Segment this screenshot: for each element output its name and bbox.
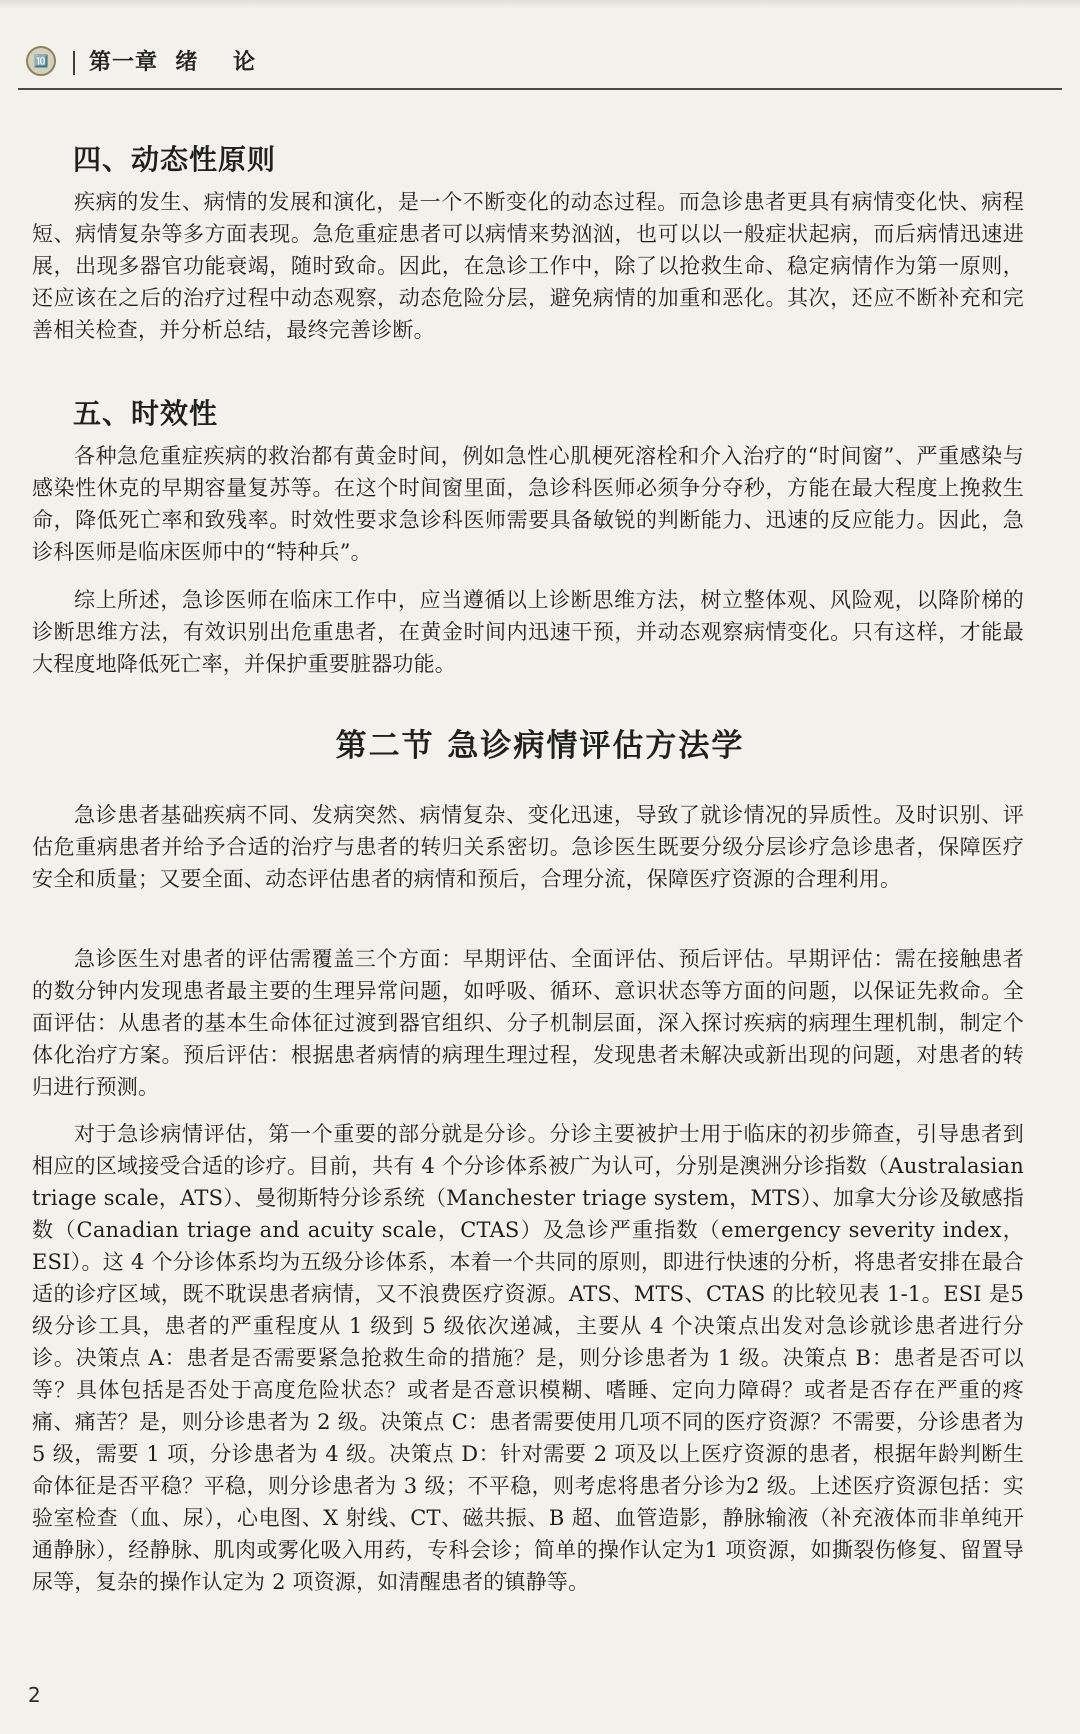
paragraph-timeliness-1: 各种急危重症疾病的救治都有黄金时间，例如急性心肌梗死溶栓和介入治疗的“时间窗”、严重感染与感染性休克的早期容量复苏等。在这个时间窗里面，急诊科医师必须争分夺秒，方能在最大程度上挽救生命，降低死亡率和致残率。时效性要求急诊科医师需要具备敏锐的判断能力、迅速的反应能力。因此，急诊科医师是临床医师中的“特种兵”。 (32, 444, 1024, 564)
chapter-title: 第一章 绪 论 (89, 50, 256, 75)
paragraph-timeliness-2: 综上所述，急诊医师在临床工作中，应当遵循以上诊断思维方法，树立整体观、风险观，以降阶梯的诊断思维方法，有效识别出危重患者，在黄金时间内迅速干预，并动态观察病情变化。只有这样，才能最大程度地降低死亡率，并保护重要脏器功能。 (32, 588, 1024, 676)
section-heading-timeliness: 五、时效性 (73, 397, 219, 430)
paragraph-dynamic-principle: 疾病的发生、病情的发展和演化，是一个不断变化的动态过程。而急诊患者更具有病情变化快、病程短、病情复杂等多方面表现。急危重症患者可以病情来势汹汹，也可以以一般症状起病，而后病情迅速进展，出现多器官功能衰竭，随时致命。因此，在急诊工作中，除了以抢救生命、稳定病情作为第一原则，还应该在之后的治疗过程中动态观察，动态危险分层，避免病情的加重和恶化。其次，还应不断补充和完善相关检查，并分析总结，最终完善诊断。 (32, 190, 1024, 342)
section-heading-dynamic-principle: 四、动态性原则 (73, 143, 277, 176)
header-divider (73, 51, 75, 75)
section-title-second-section: 第二节 急诊病情评估方法学 (335, 728, 745, 764)
paragraph-triage: 对于急诊病情评估，第一个重要的部分就是分诊。分诊主要被护士用于临床的初步筛查，引导患者到相应的区域接受合适的诊疗。目前，共有 4 个分诊体系被广为认可，分别是澳洲分诊指数（Australasian triage scale，ATS）、曼彻斯特分诊系统（Manchester triage system，MTS）、加拿大分诊及敏感指数（Canadian triage and acuity scale，CTAS）及急诊严重指数（emergency severity index，ESI）。这 4 个分诊体系均为五级分诊体系，本着一个共同的原则，即进行快速的分析，将患者安排在最合适的诊疗区域，既不耽误患者病情，又不浪费医疗资源。ATS、MTS、CTAS 的比较见表 1-1。ESI 是5 级分诊工具，患者的严重程度从 1 级到 5 级依次递减，主要从 4 个决策点出发对急诊就诊患者进行分诊。决策点 A：患者是否需要紧急抢救生命的措施？是，则分诊患者为 1 级。决策点 B：患者是否可以等？具体包括是否处于高度危险状态？或者是否意识模糊、嗜睡、定向力障碍？或者是否存在严重的疼痛、痛苦？是，则分诊患者为 2 级。决策点 C：患者需要使用几项不同的医疗资源？不需要，分诊患者为 5 级，需要 1 项，分诊患者为 4 级。决策点 D：针对需要 2 项及以上医疗资源的患者，根据年龄判断生命体征是否平稳？平稳，则分诊患者为 3 级；不平稳，则考虑将患者分诊为2 级。上述医疗资源包括：实验室检查（血、尿），心电图、X 射线、CT、磁共振、B 超、血管造影，静脉输液（补充液体而非单纯开通静脉），经静脉、肌肉或雾化吸入用药，专科会诊；简单的操作认定为1 项资源，如撕裂伤修复、留置导尿等，复杂的操作认定为 2 项资源，如清醒患者的镇静等。 (32, 1122, 1024, 1594)
page-number: 2 (28, 1683, 41, 1707)
paragraph-assessment-intro: 急诊患者基础疾病不同、发病突然、病情复杂、变化迅速，导致了就诊情况的异质性。及时识别、评估危重病患者并给予合适的治疗与患者的转归关系密切。急诊医生既要分级分层诊疗急诊患者，保障医疗安全和质量；又要全面、动态评估患者的病情和预后，合理分流，保障医疗资源的合理利用。 (32, 803, 1024, 891)
page-header (18, 40, 1062, 90)
chapter-badge-icon: 🔟 (26, 46, 56, 76)
scan-shadow (0, 0, 1080, 8)
paragraph-assessment-aspects: 急诊医生对患者的评估需覆盖三个方面：早期评估、全面评估、预后评估。早期评估：需在接触患者的数分钟内发现患者最主要的生理异常问题，如呼吸、循环、意识状态等方面的问题，以保证先救命。全面评估：从患者的基本生命体征过渡到器官组织、分子机制层面，深入探讨疾病的病理生理机制，制定个体化治疗方案。预后评估：根据患者病情的病理生理过程，发现患者未解决或新出现的问题，对患者的转归进行预测。 (32, 947, 1024, 1099)
